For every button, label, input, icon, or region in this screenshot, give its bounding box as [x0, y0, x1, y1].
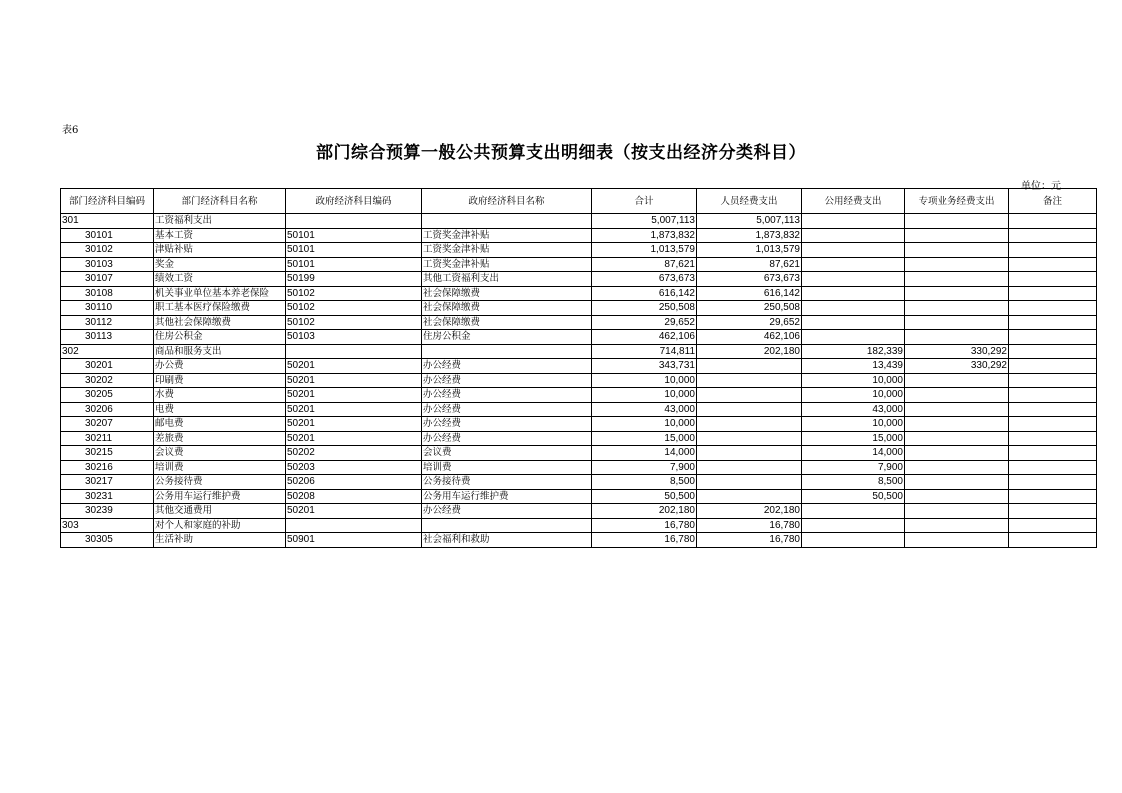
total-cell: 16,780: [592, 518, 697, 533]
gov-code-cell: 50102: [286, 301, 422, 316]
public-cell: [802, 504, 905, 519]
gov-name-cell: 办公经费: [422, 373, 592, 388]
gov-name-cell: 工资奖金津补贴: [422, 257, 592, 272]
dept-name-cell: 会议费: [154, 446, 286, 461]
remarks-cell: [1009, 489, 1097, 504]
col-header-dept-code: 部门经济科目编码: [61, 189, 154, 214]
gov-code-cell: 50203: [286, 460, 422, 475]
total-cell: 87,621: [592, 257, 697, 272]
dept-code-cell: 30102: [61, 243, 154, 258]
public-cell: 8,500: [802, 475, 905, 490]
personnel-cell: [697, 431, 802, 446]
dept-code-cell: 30207: [61, 417, 154, 432]
dept-name-cell: 绩效工资: [154, 272, 286, 287]
remarks-cell: [1009, 417, 1097, 432]
col-header-public: 公用经费支出: [802, 189, 905, 214]
gov-code-cell: 50901: [286, 533, 422, 548]
dept-name-cell: 对个人和家庭的补助: [154, 518, 286, 533]
total-cell: 10,000: [592, 388, 697, 403]
public-cell: [802, 330, 905, 345]
dept-code-cell: 30211: [61, 431, 154, 446]
public-cell: 13,439: [802, 359, 905, 374]
total-cell: 43,000: [592, 402, 697, 417]
gov-name-cell: 办公经费: [422, 417, 592, 432]
gov-code-cell: 50201: [286, 504, 422, 519]
dept-name-cell: 生活补助: [154, 533, 286, 548]
gov-name-cell: 会议费: [422, 446, 592, 461]
total-cell: 250,508: [592, 301, 697, 316]
personnel-cell: 202,180: [697, 344, 802, 359]
total-cell: 8,500: [592, 475, 697, 490]
total-cell: 1,873,832: [592, 228, 697, 243]
special-cell: [905, 286, 1009, 301]
gov-code-cell: 50101: [286, 228, 422, 243]
dept-code-cell: 302: [61, 344, 154, 359]
public-cell: 10,000: [802, 417, 905, 432]
public-cell: 10,000: [802, 373, 905, 388]
col-header-gov-name: 政府经济科目名称: [422, 189, 592, 214]
personnel-cell: 462,106: [697, 330, 802, 345]
dept-code-cell: 30206: [61, 402, 154, 417]
personnel-cell: [697, 417, 802, 432]
special-cell: [905, 504, 1009, 519]
table-row: [61, 489, 1097, 504]
table-row: [61, 359, 1097, 374]
personnel-cell: 16,780: [697, 533, 802, 548]
table-number: 表6: [62, 125, 79, 136]
special-cell: 330,292: [905, 359, 1009, 374]
dept-code-cell: 303: [61, 518, 154, 533]
personnel-cell: 616,142: [697, 286, 802, 301]
gov-name-cell: 社会保障缴费: [422, 286, 592, 301]
dept-name-cell: 水费: [154, 388, 286, 403]
personnel-cell: 87,621: [697, 257, 802, 272]
remarks-cell: [1009, 286, 1097, 301]
personnel-cell: [697, 460, 802, 475]
dept-name-cell: 住房公积金: [154, 330, 286, 345]
dept-code-cell: 30239: [61, 504, 154, 519]
gov-code-cell: 50199: [286, 272, 422, 287]
gov-name-cell: 其他工资福利支出: [422, 272, 592, 287]
dept-code-cell: 30103: [61, 257, 154, 272]
remarks-cell: [1009, 431, 1097, 446]
table-row: [61, 504, 1097, 519]
special-cell: [905, 402, 1009, 417]
table-row: [61, 243, 1097, 258]
special-cell: [905, 533, 1009, 548]
dept-name-cell: 公务接待费: [154, 475, 286, 490]
special-cell: [905, 330, 1009, 345]
col-header-dept-name: 部门经济科目名称: [154, 189, 286, 214]
special-cell: [905, 388, 1009, 403]
personnel-cell: [697, 373, 802, 388]
gov-code-cell: [286, 344, 422, 359]
table-row: [61, 373, 1097, 388]
gov-name-cell: 公务接待费: [422, 475, 592, 490]
table-row: [61, 402, 1097, 417]
personnel-cell: 673,673: [697, 272, 802, 287]
gov-name-cell: 办公经费: [422, 431, 592, 446]
public-cell: 7,900: [802, 460, 905, 475]
dept-name-cell: 电费: [154, 402, 286, 417]
total-cell: 10,000: [592, 373, 697, 388]
gov-code-cell: 50101: [286, 243, 422, 258]
gov-code-cell: 50201: [286, 388, 422, 403]
dept-name-cell: 其他社会保障缴费: [154, 315, 286, 330]
dept-name-cell: 基本工资: [154, 228, 286, 243]
special-cell: [905, 373, 1009, 388]
budget-table: [60, 188, 1097, 548]
gov-code-cell: 50102: [286, 286, 422, 301]
table-row: [61, 388, 1097, 403]
dept-name-cell: 办公费: [154, 359, 286, 374]
gov-name-cell: 住房公积金: [422, 330, 592, 345]
table-row: [61, 518, 1097, 533]
personnel-cell: [697, 475, 802, 490]
gov-code-cell: 50101: [286, 257, 422, 272]
personnel-cell: 202,180: [697, 504, 802, 519]
dept-name-cell: 奖金: [154, 257, 286, 272]
public-cell: [802, 315, 905, 330]
table-row: [61, 330, 1097, 345]
public-cell: 15,000: [802, 431, 905, 446]
gov-code-cell: 50206: [286, 475, 422, 490]
dept-name-cell: 商品和服务支出: [154, 344, 286, 359]
gov-name-cell: [422, 214, 592, 229]
special-cell: [905, 272, 1009, 287]
gov-code-cell: [286, 518, 422, 533]
dept-code-cell: 30216: [61, 460, 154, 475]
gov-code-cell: 50201: [286, 359, 422, 374]
personnel-cell: 250,508: [697, 301, 802, 316]
special-cell: [905, 257, 1009, 272]
remarks-cell: [1009, 373, 1097, 388]
table-row: [61, 272, 1097, 287]
public-cell: 43,000: [802, 402, 905, 417]
public-cell: [802, 214, 905, 229]
table-row: [61, 257, 1097, 272]
total-cell: 29,652: [592, 315, 697, 330]
dept-name-cell: 公务用车运行维护费: [154, 489, 286, 504]
gov-code-cell: [286, 214, 422, 229]
dept-code-cell: 30112: [61, 315, 154, 330]
gov-name-cell: 社会福利和救助: [422, 533, 592, 548]
gov-name-cell: 培训费: [422, 460, 592, 475]
gov-name-cell: [422, 344, 592, 359]
special-cell: [905, 315, 1009, 330]
remarks-cell: [1009, 504, 1097, 519]
table-row: [61, 475, 1097, 490]
dept-code-cell: 301: [61, 214, 154, 229]
table-row: [61, 533, 1097, 548]
total-cell: 16,780: [592, 533, 697, 548]
dept-code-cell: 30205: [61, 388, 154, 403]
table-row: [61, 431, 1097, 446]
total-cell: 5,007,113: [592, 214, 697, 229]
remarks-cell: [1009, 518, 1097, 533]
dept-code-cell: 30215: [61, 446, 154, 461]
col-header-personnel: 人员经费支出: [697, 189, 802, 214]
personnel-cell: 16,780: [697, 518, 802, 533]
remarks-cell: [1009, 301, 1097, 316]
public-cell: [802, 301, 905, 316]
table-row: [61, 315, 1097, 330]
personnel-cell: [697, 359, 802, 374]
gov-code-cell: 50102: [286, 315, 422, 330]
dept-code-cell: 30202: [61, 373, 154, 388]
remarks-cell: [1009, 475, 1097, 490]
special-cell: [905, 446, 1009, 461]
dept-name-cell: 机关事业单位基本养老保险: [154, 286, 286, 301]
gov-name-cell: 办公经费: [422, 402, 592, 417]
dept-name-cell: 津贴补贴: [154, 243, 286, 258]
gov-name-cell: 工资奖金津补贴: [422, 243, 592, 258]
remarks-cell: [1009, 315, 1097, 330]
public-cell: [802, 243, 905, 258]
header-row: [61, 189, 1097, 214]
unit-label: 单位：元: [1021, 181, 1061, 192]
remarks-cell: [1009, 214, 1097, 229]
dept-code-cell: 30305: [61, 533, 154, 548]
dept-code-cell: 30201: [61, 359, 154, 374]
total-cell: 10,000: [592, 417, 697, 432]
special-cell: [905, 475, 1009, 490]
total-cell: 714,811: [592, 344, 697, 359]
special-cell: [905, 417, 1009, 432]
special-cell: [905, 460, 1009, 475]
dept-code-cell: 30217: [61, 475, 154, 490]
public-cell: [802, 533, 905, 548]
gov-name-cell: [422, 518, 592, 533]
total-cell: 343,731: [592, 359, 697, 374]
special-cell: [905, 489, 1009, 504]
dept-code-cell: 30113: [61, 330, 154, 345]
dept-code-cell: 30231: [61, 489, 154, 504]
public-cell: [802, 228, 905, 243]
special-cell: [905, 228, 1009, 243]
public-cell: 14,000: [802, 446, 905, 461]
remarks-cell: [1009, 533, 1097, 548]
gov-code-cell: 50202: [286, 446, 422, 461]
dept-name-cell: 培训费: [154, 460, 286, 475]
public-cell: 10,000: [802, 388, 905, 403]
personnel-cell: [697, 489, 802, 504]
col-header-total: 合计: [592, 189, 697, 214]
table-row: [61, 344, 1097, 359]
gov-name-cell: 社会保障缴费: [422, 301, 592, 316]
gov-name-cell: 办公经费: [422, 504, 592, 519]
table-row: [61, 446, 1097, 461]
total-cell: 15,000: [592, 431, 697, 446]
dept-name-cell: 邮电费: [154, 417, 286, 432]
public-cell: [802, 518, 905, 533]
remarks-cell: [1009, 243, 1097, 258]
table-row: [61, 214, 1097, 229]
personnel-cell: 29,652: [697, 315, 802, 330]
gov-code-cell: 50208: [286, 489, 422, 504]
remarks-cell: [1009, 359, 1097, 374]
public-cell: [802, 286, 905, 301]
special-cell: [905, 518, 1009, 533]
dept-code-cell: 30110: [61, 301, 154, 316]
gov-name-cell: 办公经费: [422, 388, 592, 403]
special-cell: 330,292: [905, 344, 1009, 359]
gov-code-cell: 50201: [286, 417, 422, 432]
gov-code-cell: 50201: [286, 373, 422, 388]
dept-name-cell: 印刷费: [154, 373, 286, 388]
dept-code-cell: 30107: [61, 272, 154, 287]
col-header-special: 专项业务经费支出: [905, 189, 1009, 214]
remarks-cell: [1009, 228, 1097, 243]
special-cell: [905, 301, 1009, 316]
personnel-cell: [697, 388, 802, 403]
total-cell: 616,142: [592, 286, 697, 301]
personnel-cell: 1,013,579: [697, 243, 802, 258]
remarks-cell: [1009, 460, 1097, 475]
table-row: [61, 301, 1097, 316]
dept-name-cell: 其他交通费用: [154, 504, 286, 519]
special-cell: [905, 431, 1009, 446]
table-body: [61, 214, 1097, 548]
public-cell: 50,500: [802, 489, 905, 504]
total-cell: 50,500: [592, 489, 697, 504]
table-row: [61, 228, 1097, 243]
remarks-cell: [1009, 257, 1097, 272]
table-row: [61, 417, 1097, 432]
gov-code-cell: 50103: [286, 330, 422, 345]
dept-code-cell: 30108: [61, 286, 154, 301]
remarks-cell: [1009, 272, 1097, 287]
remarks-cell: [1009, 388, 1097, 403]
page-title: 部门综合预算一般公共预算支出明细表（按支出经济分类科目）: [316, 143, 806, 163]
personnel-cell: 1,873,832: [697, 228, 802, 243]
total-cell: 673,673: [592, 272, 697, 287]
total-cell: 1,013,579: [592, 243, 697, 258]
special-cell: [905, 243, 1009, 258]
total-cell: 14,000: [592, 446, 697, 461]
gov-name-cell: 社会保障缴费: [422, 315, 592, 330]
gov-name-cell: 办公经费: [422, 359, 592, 374]
gov-code-cell: 50201: [286, 402, 422, 417]
remarks-cell: [1009, 402, 1097, 417]
dept-name-cell: 工资福利支出: [154, 214, 286, 229]
dept-name-cell: 差旅费: [154, 431, 286, 446]
public-cell: [802, 257, 905, 272]
dept-name-cell: 职工基本医疗保险缴费: [154, 301, 286, 316]
gov-code-cell: 50201: [286, 431, 422, 446]
total-cell: 462,106: [592, 330, 697, 345]
personnel-cell: [697, 446, 802, 461]
remarks-cell: [1009, 446, 1097, 461]
remarks-cell: [1009, 344, 1097, 359]
col-header-remarks: 备注: [1009, 189, 1097, 214]
public-cell: [802, 272, 905, 287]
col-header-gov-code: 政府经济科目编码: [286, 189, 422, 214]
personnel-cell: [697, 402, 802, 417]
total-cell: 7,900: [592, 460, 697, 475]
gov-name-cell: 工资奖金津补贴: [422, 228, 592, 243]
dept-code-cell: 30101: [61, 228, 154, 243]
personnel-cell: 5,007,113: [697, 214, 802, 229]
table-row: [61, 460, 1097, 475]
remarks-cell: [1009, 330, 1097, 345]
special-cell: [905, 214, 1009, 229]
public-cell: 182,339: [802, 344, 905, 359]
table-row: [61, 286, 1097, 301]
total-cell: 202,180: [592, 504, 697, 519]
gov-name-cell: 公务用车运行维护费: [422, 489, 592, 504]
